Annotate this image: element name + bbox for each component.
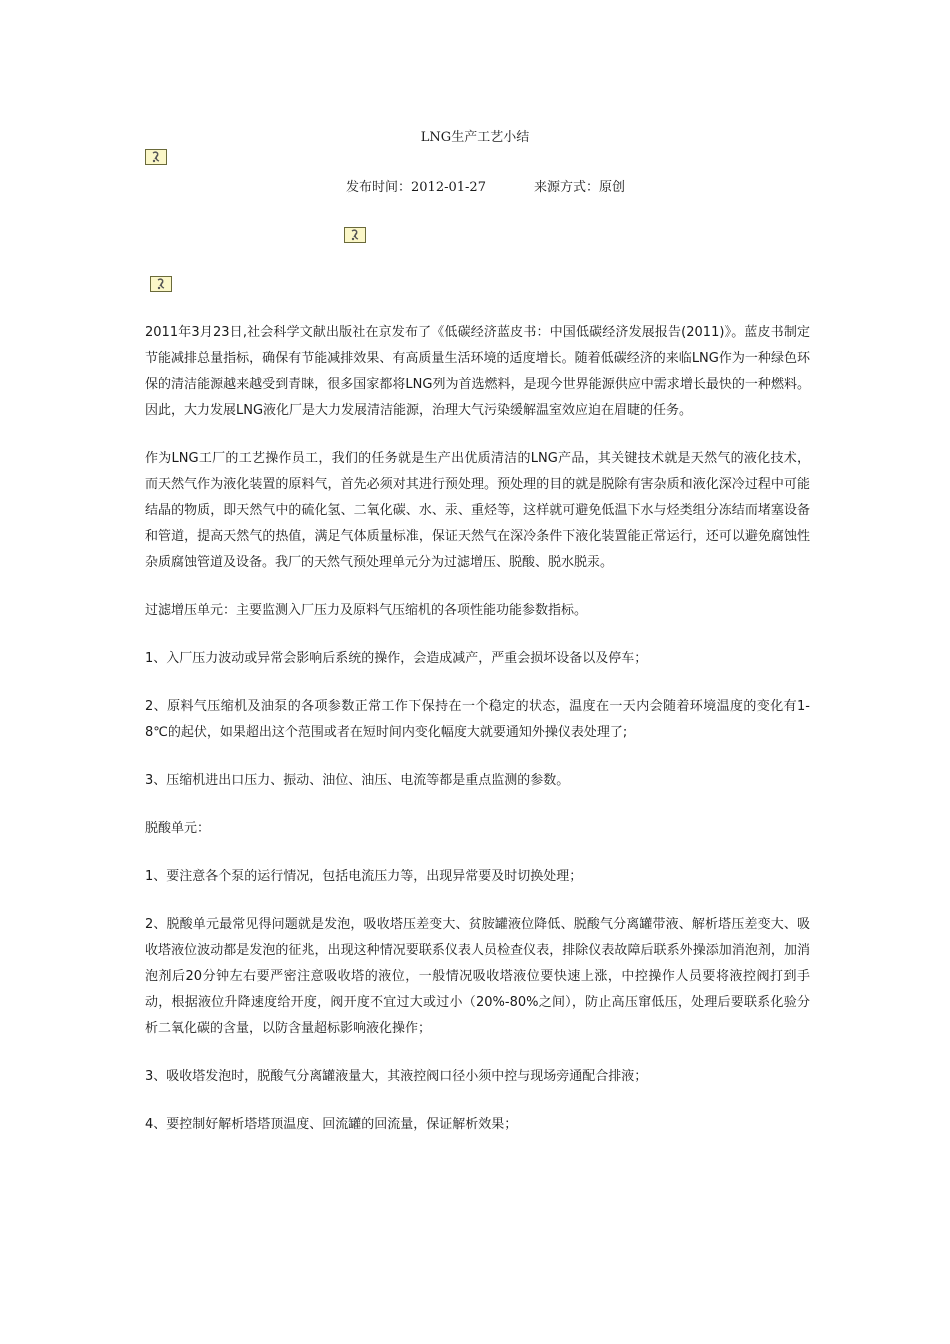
- paragraph: 3、吸收塔发泡时，脱酸气分离罐液量大，其液控阀口径小须中控与现场旁通配合排液；: [145, 1069, 648, 1084]
- paragraph: 3、压缩机进出口压力、振动、油位、油压、电流等都是重点监测的参数。: [145, 773, 570, 788]
- publish-meta: [346, 178, 625, 198]
- source-label: 来源方式：: [533, 180, 599, 195]
- paragraph: 2、原料气压缩机及油泵的各项参数正常工作下保持在一个稳定的状态，温度在一天内会随着环境温度的变化有1-8℃的起伏，如果超出这个范围或者在短时间内变化幅度大就要通知外操仪表处理了;: [145, 699, 810, 740]
- paragraph: 过滤增压单元：主要监测入厂压力及原料气压缩机的各项性能功能参数指标。: [145, 603, 588, 618]
- paragraph: 1、入厂压力波动或异常会影响后系统的操作，会造成减产，严重会损坏设备以及停车；: [145, 651, 648, 666]
- broken-image-icon: [145, 149, 167, 165]
- paragraph: 2011年3月23日,社会科学文献出版社在京发布了《低碳经济蓝皮书：中国低碳经济发展报告(2011)》。蓝皮书制定节能减排总量指标，确保有节能减排效果、有高质量生活环境的适度增长。随着低碳经济的来临LNG作为一种绿色环保的清洁能源越来越受到青睐，很多国家都将LNG列为首选燃料，是现今世界能源供应中需求增长最快的一种燃料。因此，大力发展LNG液化厂是大力发展清洁能源，治理大气污染缓解温室效应迫在眉睫的任务。: [145, 325, 810, 418]
- publish-label: 发布时间：: [346, 180, 412, 195]
- broken-image-glyph: [345, 228, 365, 242]
- article-body: [145, 320, 810, 1160]
- page-title: LNG生产工艺小结: [420, 130, 530, 145]
- paragraph: 1、要注意各个泵的运行情况，包括电流压力等，出现异常要及时切换处理；: [145, 869, 583, 884]
- paragraph: 脱酸单元：: [145, 821, 211, 836]
- broken-image-icon: [150, 276, 172, 292]
- broken-image-glyph: [146, 150, 166, 164]
- source-value: 原创: [598, 180, 625, 195]
- publish-date: 2012-01-27: [411, 180, 486, 195]
- paragraph: 4、要控制好解析塔塔顶温度、回流罐的回流量，保证解析效果；: [145, 1117, 518, 1132]
- broken-image-glyph: [151, 277, 171, 291]
- broken-image-icon: [344, 227, 366, 243]
- paragraph: 作为LNG工厂的工艺操作员工，我们的任务就是生产出优质清洁的LNG产品，其关键技术就是天然气的液化技术，而天然气作为液化装置的原料气，首先必须对其进行预处理。预处理的目的就是脱除有害杂质和液化深冷过程中可能结晶的物质，即天然气中的硫化氢、二氧化碳、水、汞、重烃等，这样就可避免低温下水与烃类组分冻结而堵塞设备和管道，提高天然气的热值，满足气体质量标准，保证天然气在深冷条件下液化装置能正常运行，还可以避免腐蚀性杂质腐蚀管道及设备。我厂的天然气预处理单元分为过滤增压、脱酸、脱水脱汞。: [145, 451, 810, 570]
- paragraph: 2、脱酸单元最常见得问题就是发泡，吸收塔压差变大、贫胺罐液位降低、脱酸气分离罐带液、解析塔压差变大、吸收塔液位波动都是发泡的征兆，出现这种情况要联系仪表人员检查仪表，排除仪表故障后联系外操添加消泡剂，加消泡剂后20分钟左右要严密注意吸收塔的液位，一般情况吸收塔液位要快速上涨，中控操作人员要将液控阀打到手动，根据液位升降速度给开度，阀开度不宜过大或过小（20%-80%之间），防止高压窜低压，处理后要联系化验分析二氧化碳的含量，以防含量超标影响液化操作；: [145, 917, 810, 1036]
